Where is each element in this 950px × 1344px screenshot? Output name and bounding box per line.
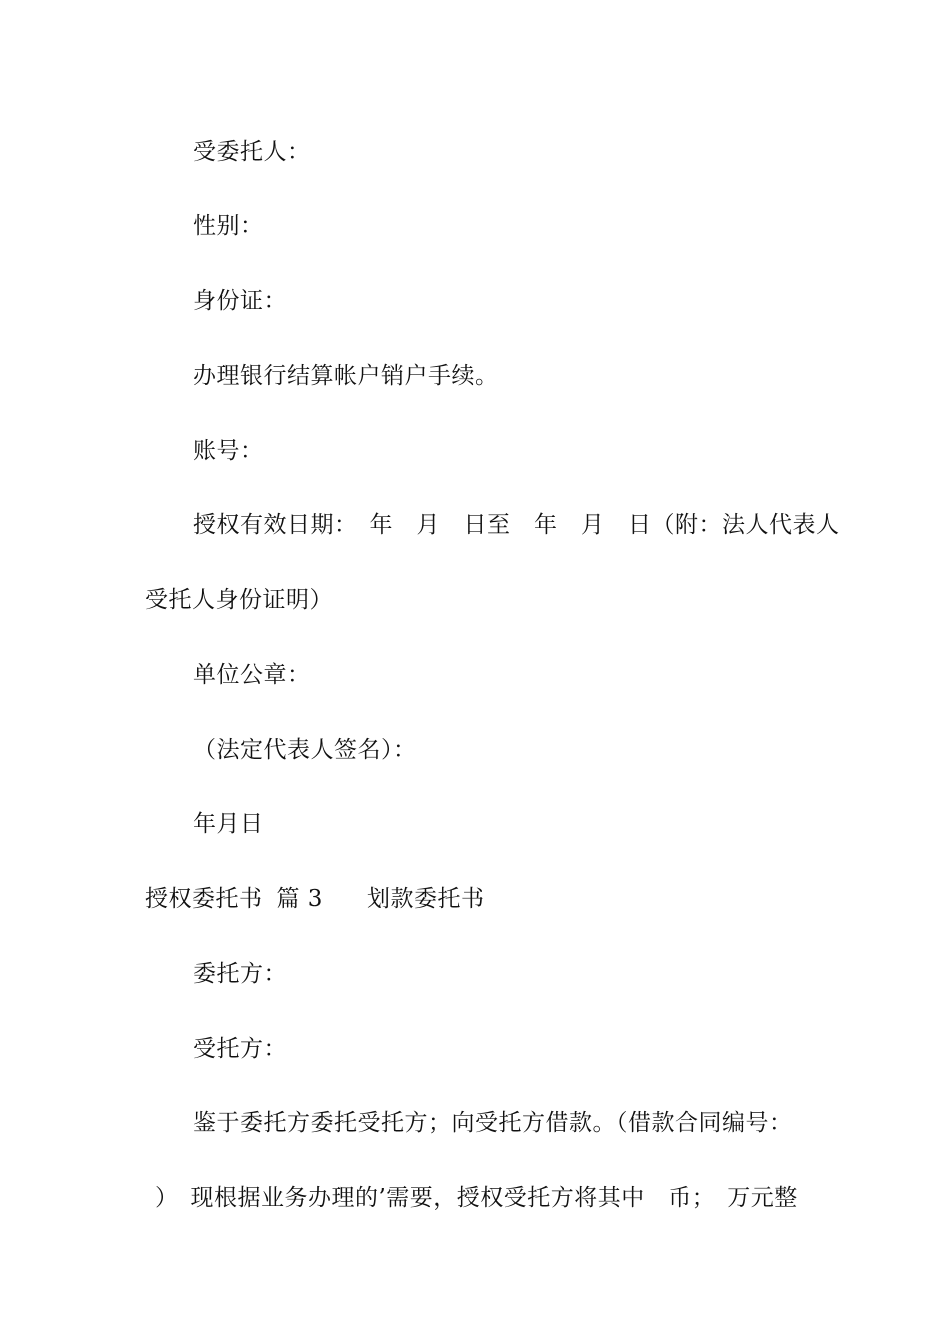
field-legal-rep-signature: （法定代表人签名）： xyxy=(193,737,417,763)
field-gender: 性别： xyxy=(193,213,264,239)
text-whereas-clause: 鉴于委托方委托受托方；向受托方借款。（借款合同编号： xyxy=(193,1110,793,1136)
section-heading-number: 篇 3 xyxy=(276,886,323,912)
field-id-card: 身份证： xyxy=(193,288,287,314)
section-heading xyxy=(145,884,484,914)
field-account-number: 账号： xyxy=(193,438,264,464)
field-entrusting-party: 委托方： xyxy=(193,961,287,987)
field-entrusted-party: 受托方： xyxy=(193,1036,287,1062)
field-company-seal: 单位公章： xyxy=(193,662,311,688)
text-account-closure: 办理银行结算帐户销户手续。 xyxy=(193,363,499,389)
section-heading-subtitle: 划款委托书 xyxy=(366,886,485,912)
text-authorization-clause: ） 现根据业务办理的’需要，授权受托方将其中 币； 万元整 xyxy=(155,1185,798,1211)
text-validity-period-cont: 受托人身份证明） xyxy=(145,587,333,613)
field-date: 年月日 xyxy=(193,811,264,837)
section-heading-title: 授权委托书 xyxy=(145,886,263,912)
text-validity-period: 授权有效日期： 年 月 日至 年 月 日（附：法人代表人 xyxy=(193,512,840,538)
field-trustee: 受委托人： xyxy=(193,139,311,165)
